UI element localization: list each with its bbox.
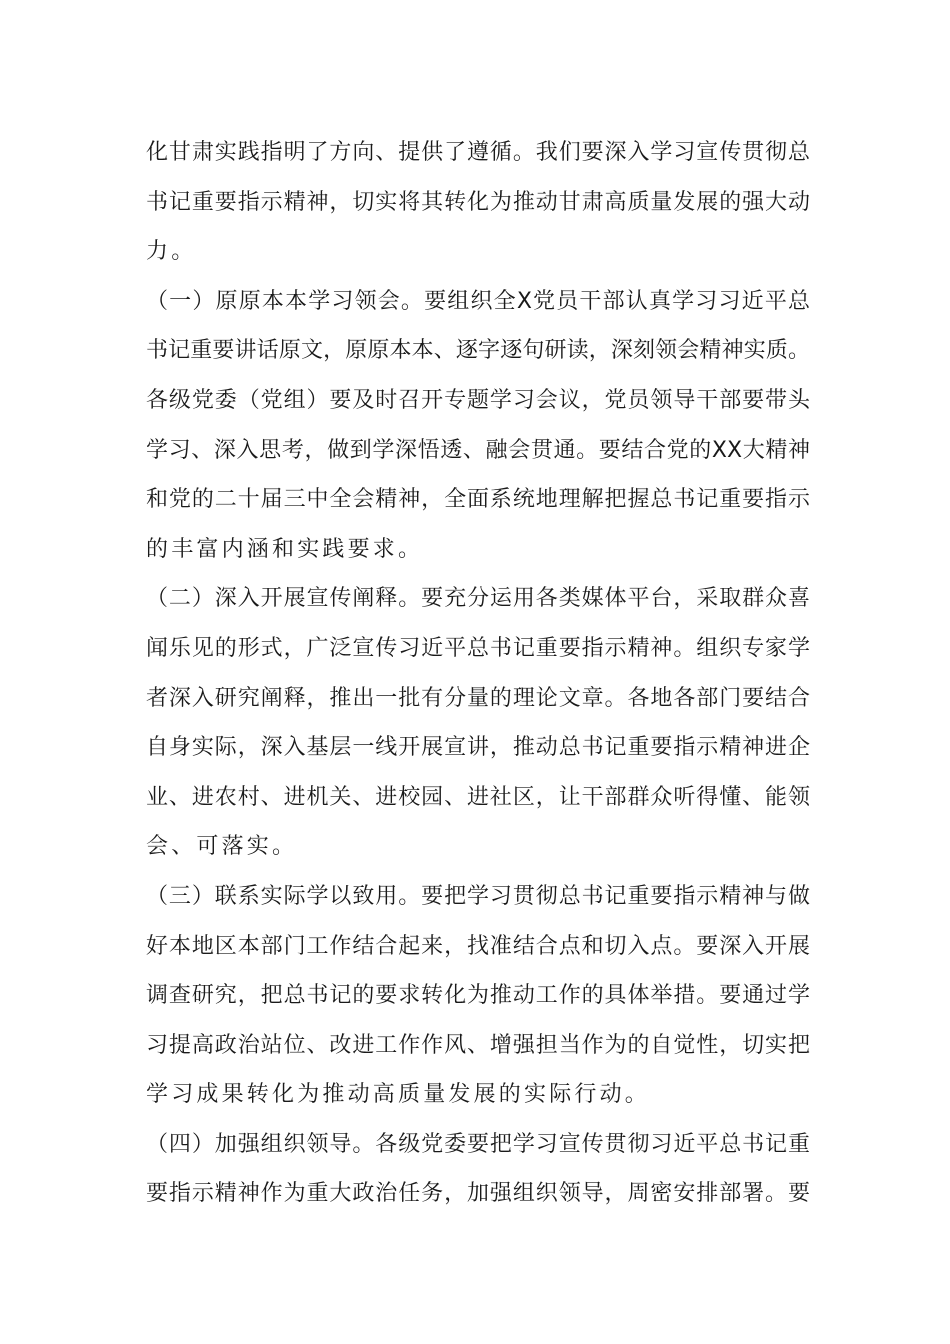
- section-heading-line: （一）原原本本学习领会。要组织全X党员干部认真学习习近平总: [146, 288, 810, 314]
- text-line: 习提高政治站位、改进工作作风、增强担当作为的自觉性，切实把: [146, 1032, 810, 1058]
- text-line: 书记重要指示精神，切实将其转化为推动甘肃高质量发展的强大动: [146, 189, 810, 215]
- text-line: 各级党委（党组）要及时召开专题学习会议，党员领导干部要带头: [146, 387, 810, 413]
- text-line: 学习、深入思考，做到学深悟透、融会贯通。要结合党的XX大精神: [146, 437, 810, 463]
- section-heading-line: （三）联系实际学以致用。要把学习贯彻总书记重要指示精神与做: [146, 883, 810, 909]
- text-line: 闻乐见的形式，广泛宣传习近平总书记重要指示精神。组织专家学: [146, 635, 810, 661]
- text-line: 者深入研究阐释，推出一批有分量的理论文章。各地各部门要结合: [146, 685, 810, 711]
- text-line: 的丰富内涵和实践要求。: [146, 536, 424, 562]
- text-line: 业、进农村、进机关、进校园、进社区，让干部群众听得懂、能领: [146, 784, 810, 810]
- text-line: 调查研究，把总书记的要求转化为推动工作的具体举措。要通过学: [146, 983, 810, 1009]
- text-line: 会、可落实。: [146, 834, 298, 860]
- text-line: 力。: [146, 239, 197, 265]
- text-line: 化甘肃实践指明了方向、提供了遵循。我们要深入学习宣传贯彻总: [146, 140, 810, 165]
- text-line: 好本地区本部门工作结合起来，找准结合点和切入点。要深入开展: [146, 933, 810, 959]
- text-line: 自身实际，深入基层一线开展宣讲，推动总书记重要指示精神进企: [146, 735, 810, 761]
- section-heading-line: （二）深入开展宣传阐释。要充分运用各类媒体平台，采取群众喜: [146, 586, 810, 612]
- document-body: [146, 128, 810, 1219]
- text-line: 和党的二十届三中全会精神，全面系统地理解把握总书记重要指示: [146, 487, 810, 513]
- text-line: 要指示精神作为重大政治任务，加强组织领导，周密安排部署。要: [146, 1181, 810, 1207]
- text-line: 书记重要讲话原文，原原本本、逐字逐句研读，深刻领会精神实质。: [146, 338, 810, 364]
- text-line: 学习成果转化为推动高质量发展的实际行动。: [146, 1082, 651, 1108]
- section-heading-line: （四）加强组织领导。各级党委要把学习宣传贯彻习近平总书记重: [146, 1131, 810, 1157]
